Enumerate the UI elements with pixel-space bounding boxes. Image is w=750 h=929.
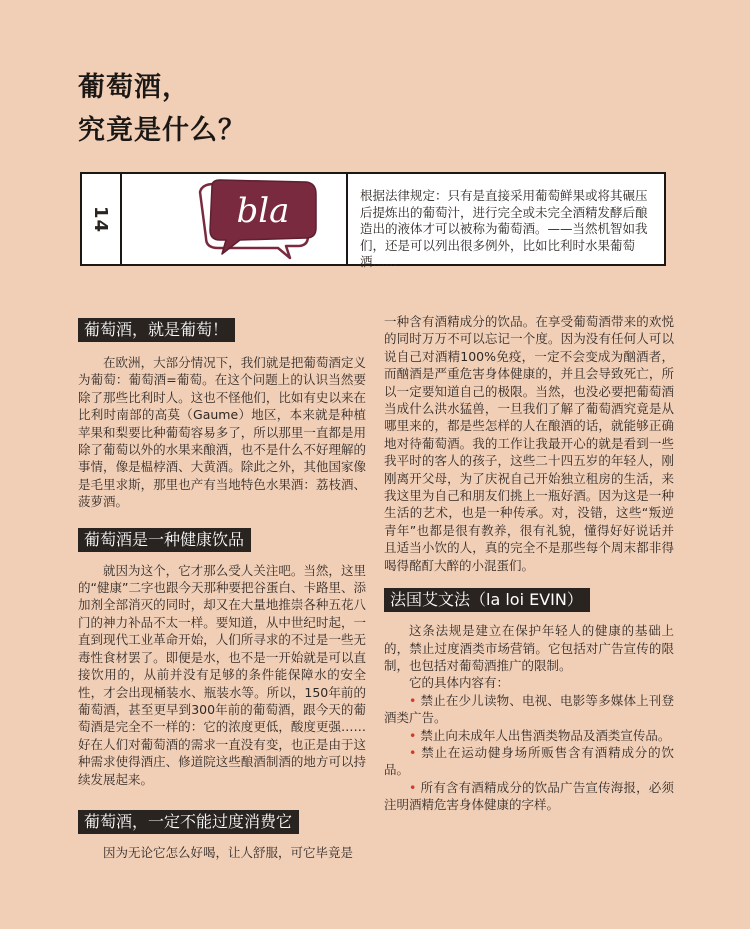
bullet-icon: • [409, 727, 417, 743]
list-item: • 禁止在少儿读物、电视、电影等多媒体上刊登酒类广告。 [384, 692, 674, 726]
bubble-text: bla [236, 191, 290, 231]
section-heading: 葡萄酒，一定不能过度消费它 [78, 810, 299, 834]
section-paragraph: 因为无论它怎么好喝，让人舒服，可它毕竟是 [103, 844, 354, 860]
page-number-cell [82, 174, 122, 264]
section-3 [78, 810, 366, 861]
section-2 [78, 528, 366, 788]
law-list [384, 692, 674, 814]
continued-paragraph: 一种含有酒精成分的饮品。在享受葡萄酒带来的欢悦的同时万万不可以忘记一个度。因为没有任何人可以说自己对酒精100%免疫，一定不会变成为酗酒者，而酗酒是严重危害身体健康的，并且会导致死亡，所以一定要知道自己的极限。当然，也没必要把葡萄酒当成什么洪水猛兽，一旦我们了解了葡萄酒究竟是从哪里来的，都是些怎样的人在酿酒的话，就能够正确地对待葡萄酒。我的工作让我最开心的就是看到一些我平时的客人的孩子，这些二十四五岁的年轻人，刚刚离开父母，为了庆祝自己开始独立租房的生活，来我这里为自己和朋友们挑上一瓶好酒。因为这是一种生活的艺术，也是一种传承。对，没错，这些“叛逆青年”也都是很有教养，很有礼貌，懂得好好说话并且适当小饮的人，真的完全不是那些每个周末都非得喝得酩酊大醉的小混蛋们。 [384, 314, 674, 573]
law-list-intro: 它的具体内容有： [409, 675, 510, 691]
section-paragraph: 在欧洲，大部分情况下，我们就是把葡萄酒定义为葡萄：葡萄酒=葡萄。在这个问题上的认识当然要除了那些比利时人。这也不怪他们，比如有史以来在比利时南部的高莫（Gaume）地区，本来就是种植苹果和梨要比种葡萄容易多了，所以那里一直都是用除了葡萄以外的水果来酿酒，也不是什么不好理解的事情，像是榅桲酒、大黄酒。除此之外，其他国家像是毛里求斯，那里也产有当地特色水果酒：荔枝酒、菠萝酒。 [78, 355, 366, 510]
bullet-icon: • [409, 744, 417, 760]
bullet-icon: • [409, 692, 417, 708]
section-1 [78, 318, 366, 511]
speech-bubble-cell [122, 174, 348, 264]
left-column [78, 318, 366, 861]
section-heading: 葡萄酒是一种健康饮品 [78, 528, 251, 552]
page-number: 14 [90, 205, 112, 233]
title-line-1: 葡萄酒， [78, 72, 190, 103]
bullet-icon: • [409, 779, 417, 795]
list-item: • 禁止向未成年人出售酒类物品及酒类宣传品。 [409, 727, 671, 743]
title-line-2: 究竟是什么？ [78, 115, 246, 146]
right-column [384, 313, 674, 814]
list-item: • 所有含有酒精成分的饮品广告宣传海报，必须注明酒精危害身体健康的字样。 [384, 779, 674, 813]
law-heading: 法国艾文法（la loi EVIN） [384, 588, 590, 612]
section-paragraph: 就因为这个，它才那么受人关注吧。当然，这里的“健康”二字也跟今天那种要把谷蛋白、卡路里、添加剂全部消灭的同时，却又在大量地推崇各种五花八门的神力补品不太一样。要知道，从中世纪时起，一直到现代工业革命开始，人们所寻求的不过是一些无毒性食材罢了。即便是水，也不是一开始就是可以直接饮用的，从前并没有足够的条件能保障水的安全性，才会出现桶装水、瓶装水等。所以，150年前的葡萄酒，甚至更早到300年前的葡萄酒，跟今天的葡萄酒是完全不一样的：它的浓度更低，酸度更强……好在人们对葡萄酒的需求一直没有变，也正是由于这种需求使得酒庄、修道院这些酿酒制酒的地方可以持续发展起来。 [78, 562, 366, 787]
list-item: • 禁止在运动健身场所贩售含有酒精成分的饮品。 [384, 744, 674, 778]
definition-text: 根据法律规定：只有是直接采用葡萄鲜果或将其碾压后提炼出的葡萄汁，进行完全或未完全酒精发酵后酿造出的液体才可以被称为葡萄酒。——当然机智如我们，还是可以列出很多例外，比如比利时水果葡萄酒…… [360, 188, 648, 269]
section-heading: 葡萄酒，就是葡萄！ [78, 318, 235, 342]
definition-box [80, 172, 666, 269]
law-paragraph: 这条法规是建立在保护年轻人的健康的基础上的，禁止过度酒类市场营销。它包括对广告宣传的限制，也包括对葡萄酒推广的限制。 [384, 623, 674, 673]
law-section [384, 588, 674, 813]
page-title [78, 66, 246, 152]
speech-bubble-icon [122, 174, 344, 264]
